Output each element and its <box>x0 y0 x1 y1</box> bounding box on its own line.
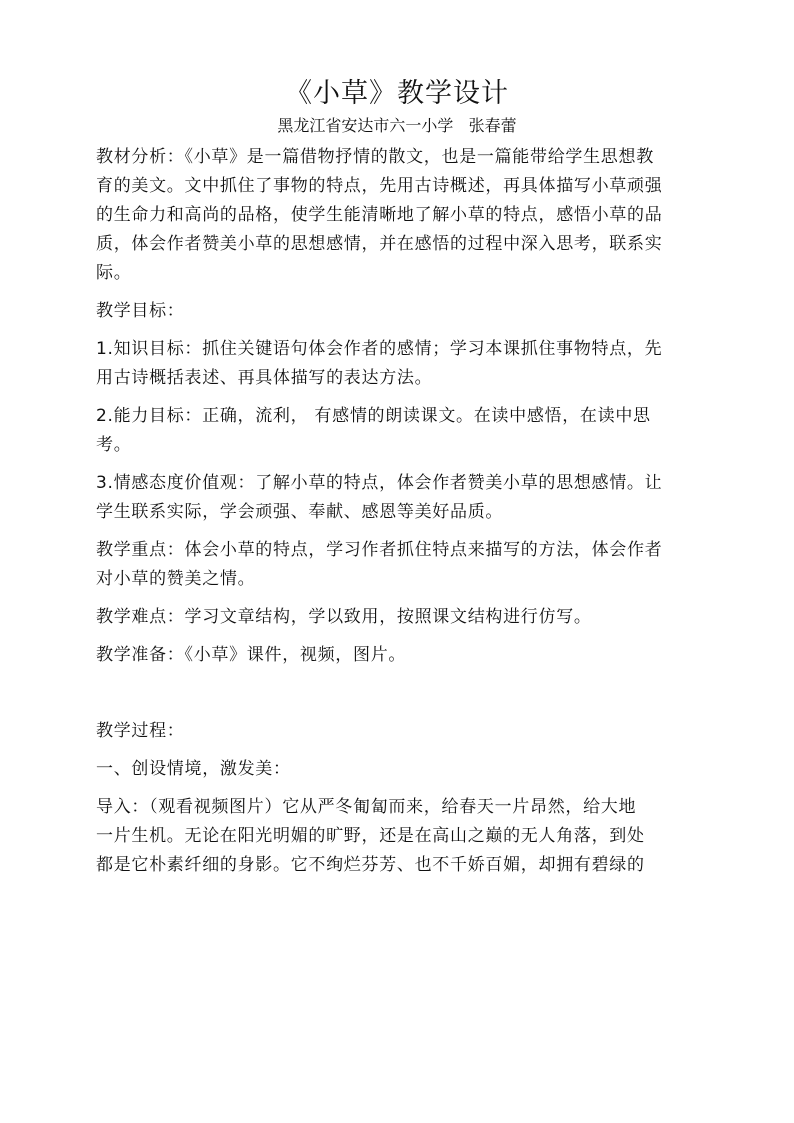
text-line: 对小草的赞美之情。 <box>96 568 256 589</box>
text-line: 学生联系实际，学会顽强、奉献、感恩等美好品质。 <box>96 501 504 522</box>
paragraph <box>96 464 698 531</box>
paragraph <box>96 598 698 636</box>
text-line: 教学目标： <box>96 300 185 321</box>
text-line: 教学准备：《小草》课件，视频，图片。 <box>96 644 407 665</box>
text-line: 教学难点：学习文章结构，学以致用，按照课文结构进行仿写。 <box>96 606 592 627</box>
text-line: 质，体会作者赞美小草的思想感情，并在感悟的过程中深入思考，联系实 <box>96 233 663 254</box>
text-line: 考。 <box>96 434 132 455</box>
text-line: 际。 <box>96 262 132 283</box>
text-line: 3.情感态度价值观：了解小草的特点，体会作者赞美小草的思想感情。让 <box>96 472 663 493</box>
text-line: 1.知识目标：抓住关键语句体会作者的感情；学习本课抓住事物特点，先 <box>96 338 663 359</box>
document-page <box>96 74 698 884</box>
text-line: 2.能力目标：正确，流利， 有感情的朗读课文。在读中感悟，在读中思 <box>96 405 651 426</box>
paragraph <box>96 397 698 464</box>
document-body <box>96 138 698 674</box>
paragraph <box>96 292 698 330</box>
paragraph <box>96 712 698 750</box>
text-line: 育的美文。文中抓住了事物的特点，先用古诗概述，再具体描写小草顽强 <box>96 175 663 196</box>
paragraph <box>96 636 698 674</box>
document-title: 《小草》教学设计 <box>285 78 509 109</box>
paragraph <box>96 531 698 598</box>
text-line: 的生命力和高尚的品格，使学生能清晰地了解小草的特点，感悟小草的品 <box>96 204 663 225</box>
blank-line <box>96 674 698 712</box>
text-line: 教材分析：《小草》是一篇借物抒情的散文，也是一篇能带给学生思想教 <box>96 146 654 167</box>
paragraph <box>96 750 698 788</box>
text-line: 教学过程： <box>96 720 185 741</box>
text-line: 教学重点：体会小草的特点，学习作者抓住特点来描写的方法，体会作者 <box>96 539 663 560</box>
paragraph <box>96 330 698 397</box>
paragraph <box>96 788 698 884</box>
text-line: 一片生机。无论在阳光明媚的旷野，还是在高山之巅的无人角落，到处 <box>96 825 645 846</box>
text-line: 一、创设情境，激发美： <box>96 758 291 779</box>
text-line: 用古诗概括表述、再具体描写的表达方法。 <box>96 367 433 388</box>
author-line: 黑龙江省安达市六一小学 张春蕾 <box>277 116 517 135</box>
paragraph <box>96 138 698 292</box>
text-line: 导入：（观看视频图片）它从严冬匍匐而来，给春天一片昂然，给大地 <box>96 796 637 817</box>
text-line: 都是它朴素纤细的身影。它不绚烂芬芳、也不千娇百媚，却拥有碧绿的 <box>96 854 645 875</box>
document-body-continued <box>96 712 698 884</box>
